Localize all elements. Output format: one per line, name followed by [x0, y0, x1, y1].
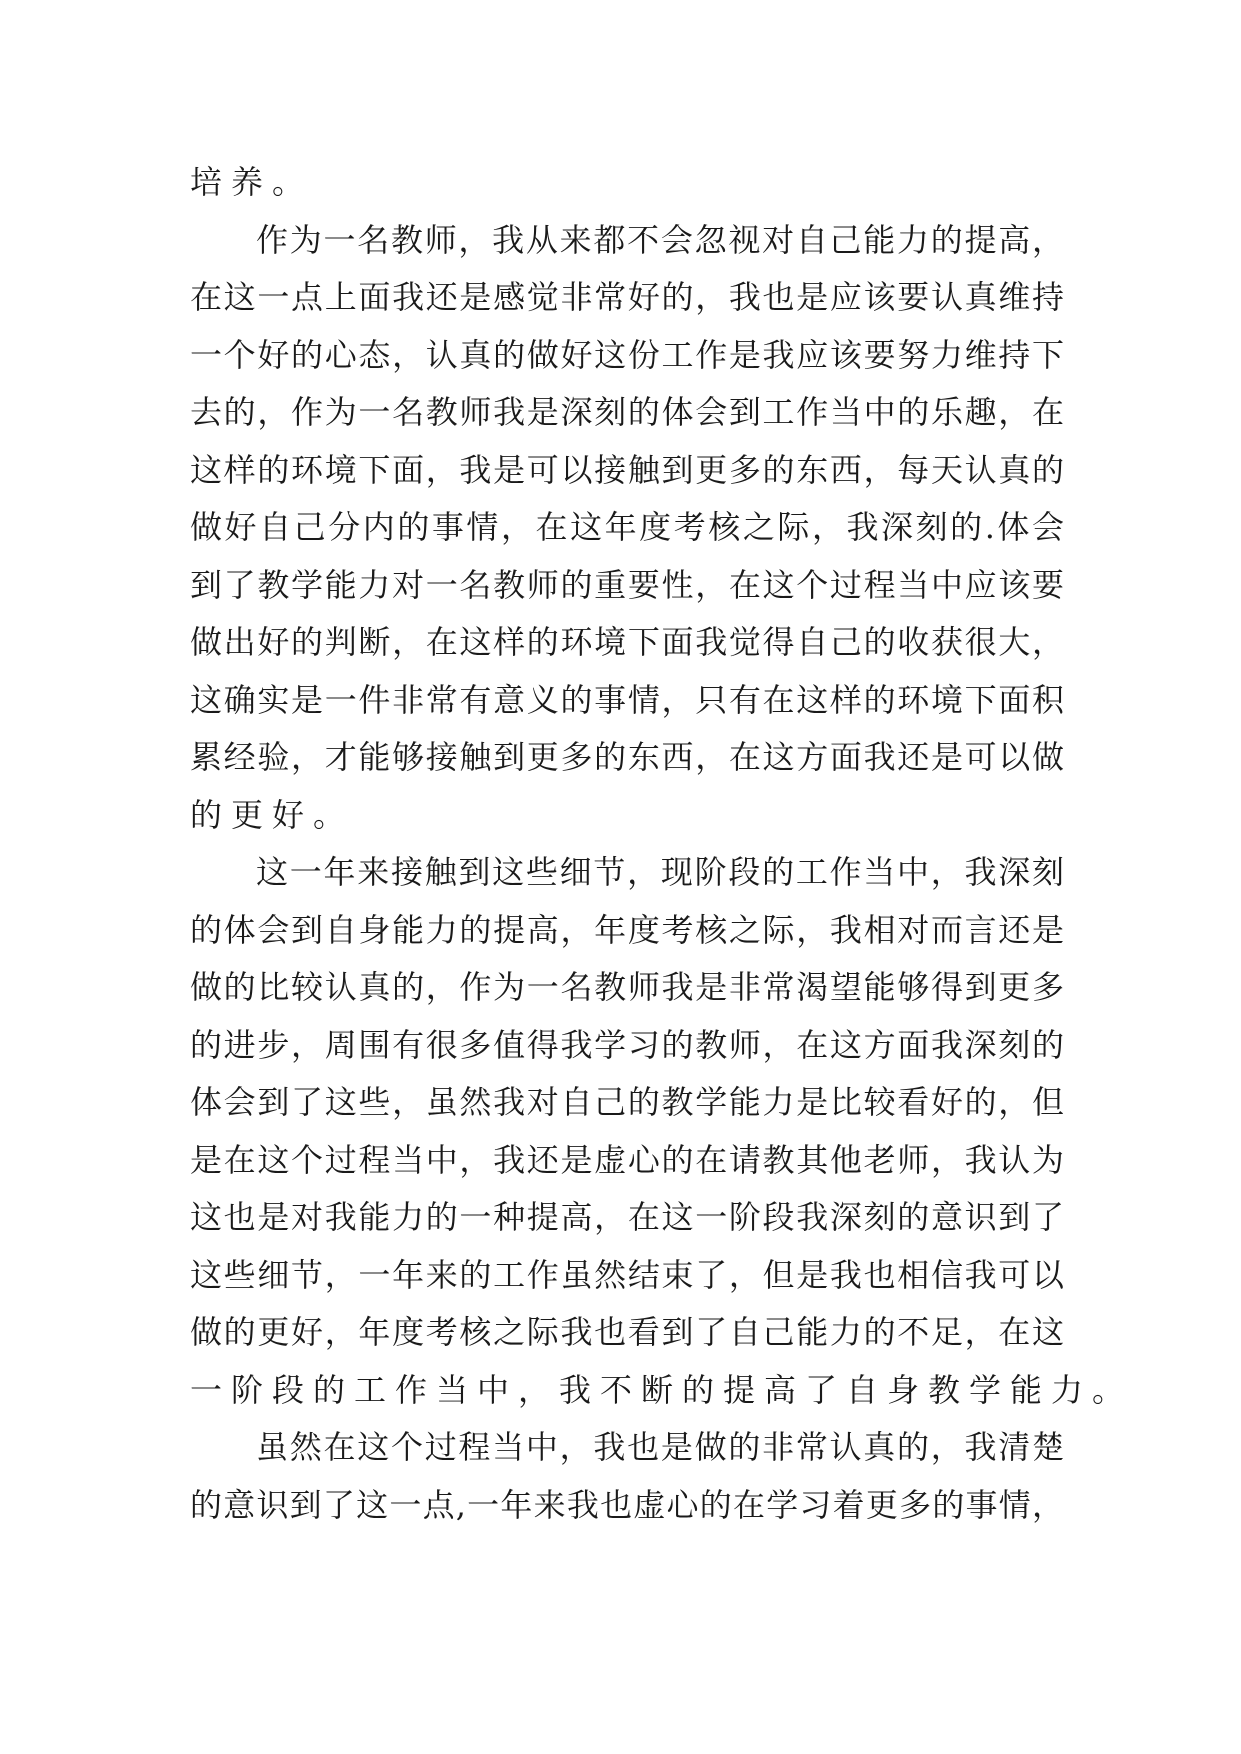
- text-line: 这确实是一件非常有意义的事情，只有在这样的环境下面积: [190, 680, 1066, 719]
- text-line: 的更好。: [190, 795, 355, 834]
- text-line: 一阶段的工作当中，我不断的提高了自身教学能力。: [190, 1370, 1134, 1409]
- text-line: 虽然在这个过程当中，我也是做的非常认真的，我清楚: [256, 1428, 1066, 1466]
- text-line: 作为一名教师，我从来都不会忽视对自己能力的提高，: [256, 220, 1066, 259]
- text-line: 这些细节，一年来的工作虽然结束了，但是我也相信我可以: [190, 1255, 1066, 1294]
- text-line: 去的，作为一名教师我是深刻的体会到工作当中的乐趣，在: [190, 393, 1066, 431]
- text-line: 这一年来接触到这些细节，现阶段的工作当中，我深刻: [256, 853, 1066, 891]
- text-line: 体会到了这些，虽然我对自己的教学能力是比较看好的，但: [190, 1083, 1066, 1121]
- text-line: 做的比较认真的，作为一名教师我是非常渴望能够得到更多: [190, 968, 1066, 1006]
- text-line: 的体会到自身能力的提高，年度考核之际，我相对而言还是: [190, 910, 1066, 949]
- text-line: 这样的环境下面，我是可以接触到更多的东西，每天认真的: [190, 450, 1066, 489]
- text-line: 做出好的判断，在这样的环境下面我觉得自己的收获很大，: [190, 623, 1066, 661]
- body-text: [190, 154, 1134, 1534]
- text-line: 做的更好，年度考核之际我也看到了自己能力的不足，在这: [190, 1313, 1066, 1351]
- text-line: 培养。: [190, 163, 314, 201]
- text-line: 累经验，才能够接触到更多的东西，在这方面我还是可以做: [190, 738, 1066, 776]
- text-line: 的进步，周围有很多值得我学习的教师，在这方面我深刻的: [190, 1025, 1066, 1064]
- text-line: 的意识到了这一点,一年来我也虚心的在学习着更多的事情，: [190, 1485, 1066, 1524]
- text-line: 到了教学能力对一名教师的重要性，在这个过程当中应该要: [190, 565, 1066, 604]
- text-line: 这也是对我能力的一种提高，在这一阶段我深刻的意识到了: [190, 1198, 1066, 1236]
- text-line: 在这一点上面我还是感觉非常好的，我也是应该要认真维持: [190, 278, 1066, 316]
- text-line: 是在这个过程当中，我还是虚心的在请教其他老师，我认为: [190, 1140, 1066, 1179]
- text-line: 一个好的心态，认真的做好这份工作是我应该要努力维持下: [190, 335, 1066, 374]
- text-line: 做好自己分内的事情，在这年度考核之际，我深刻的.体会: [190, 508, 1067, 546]
